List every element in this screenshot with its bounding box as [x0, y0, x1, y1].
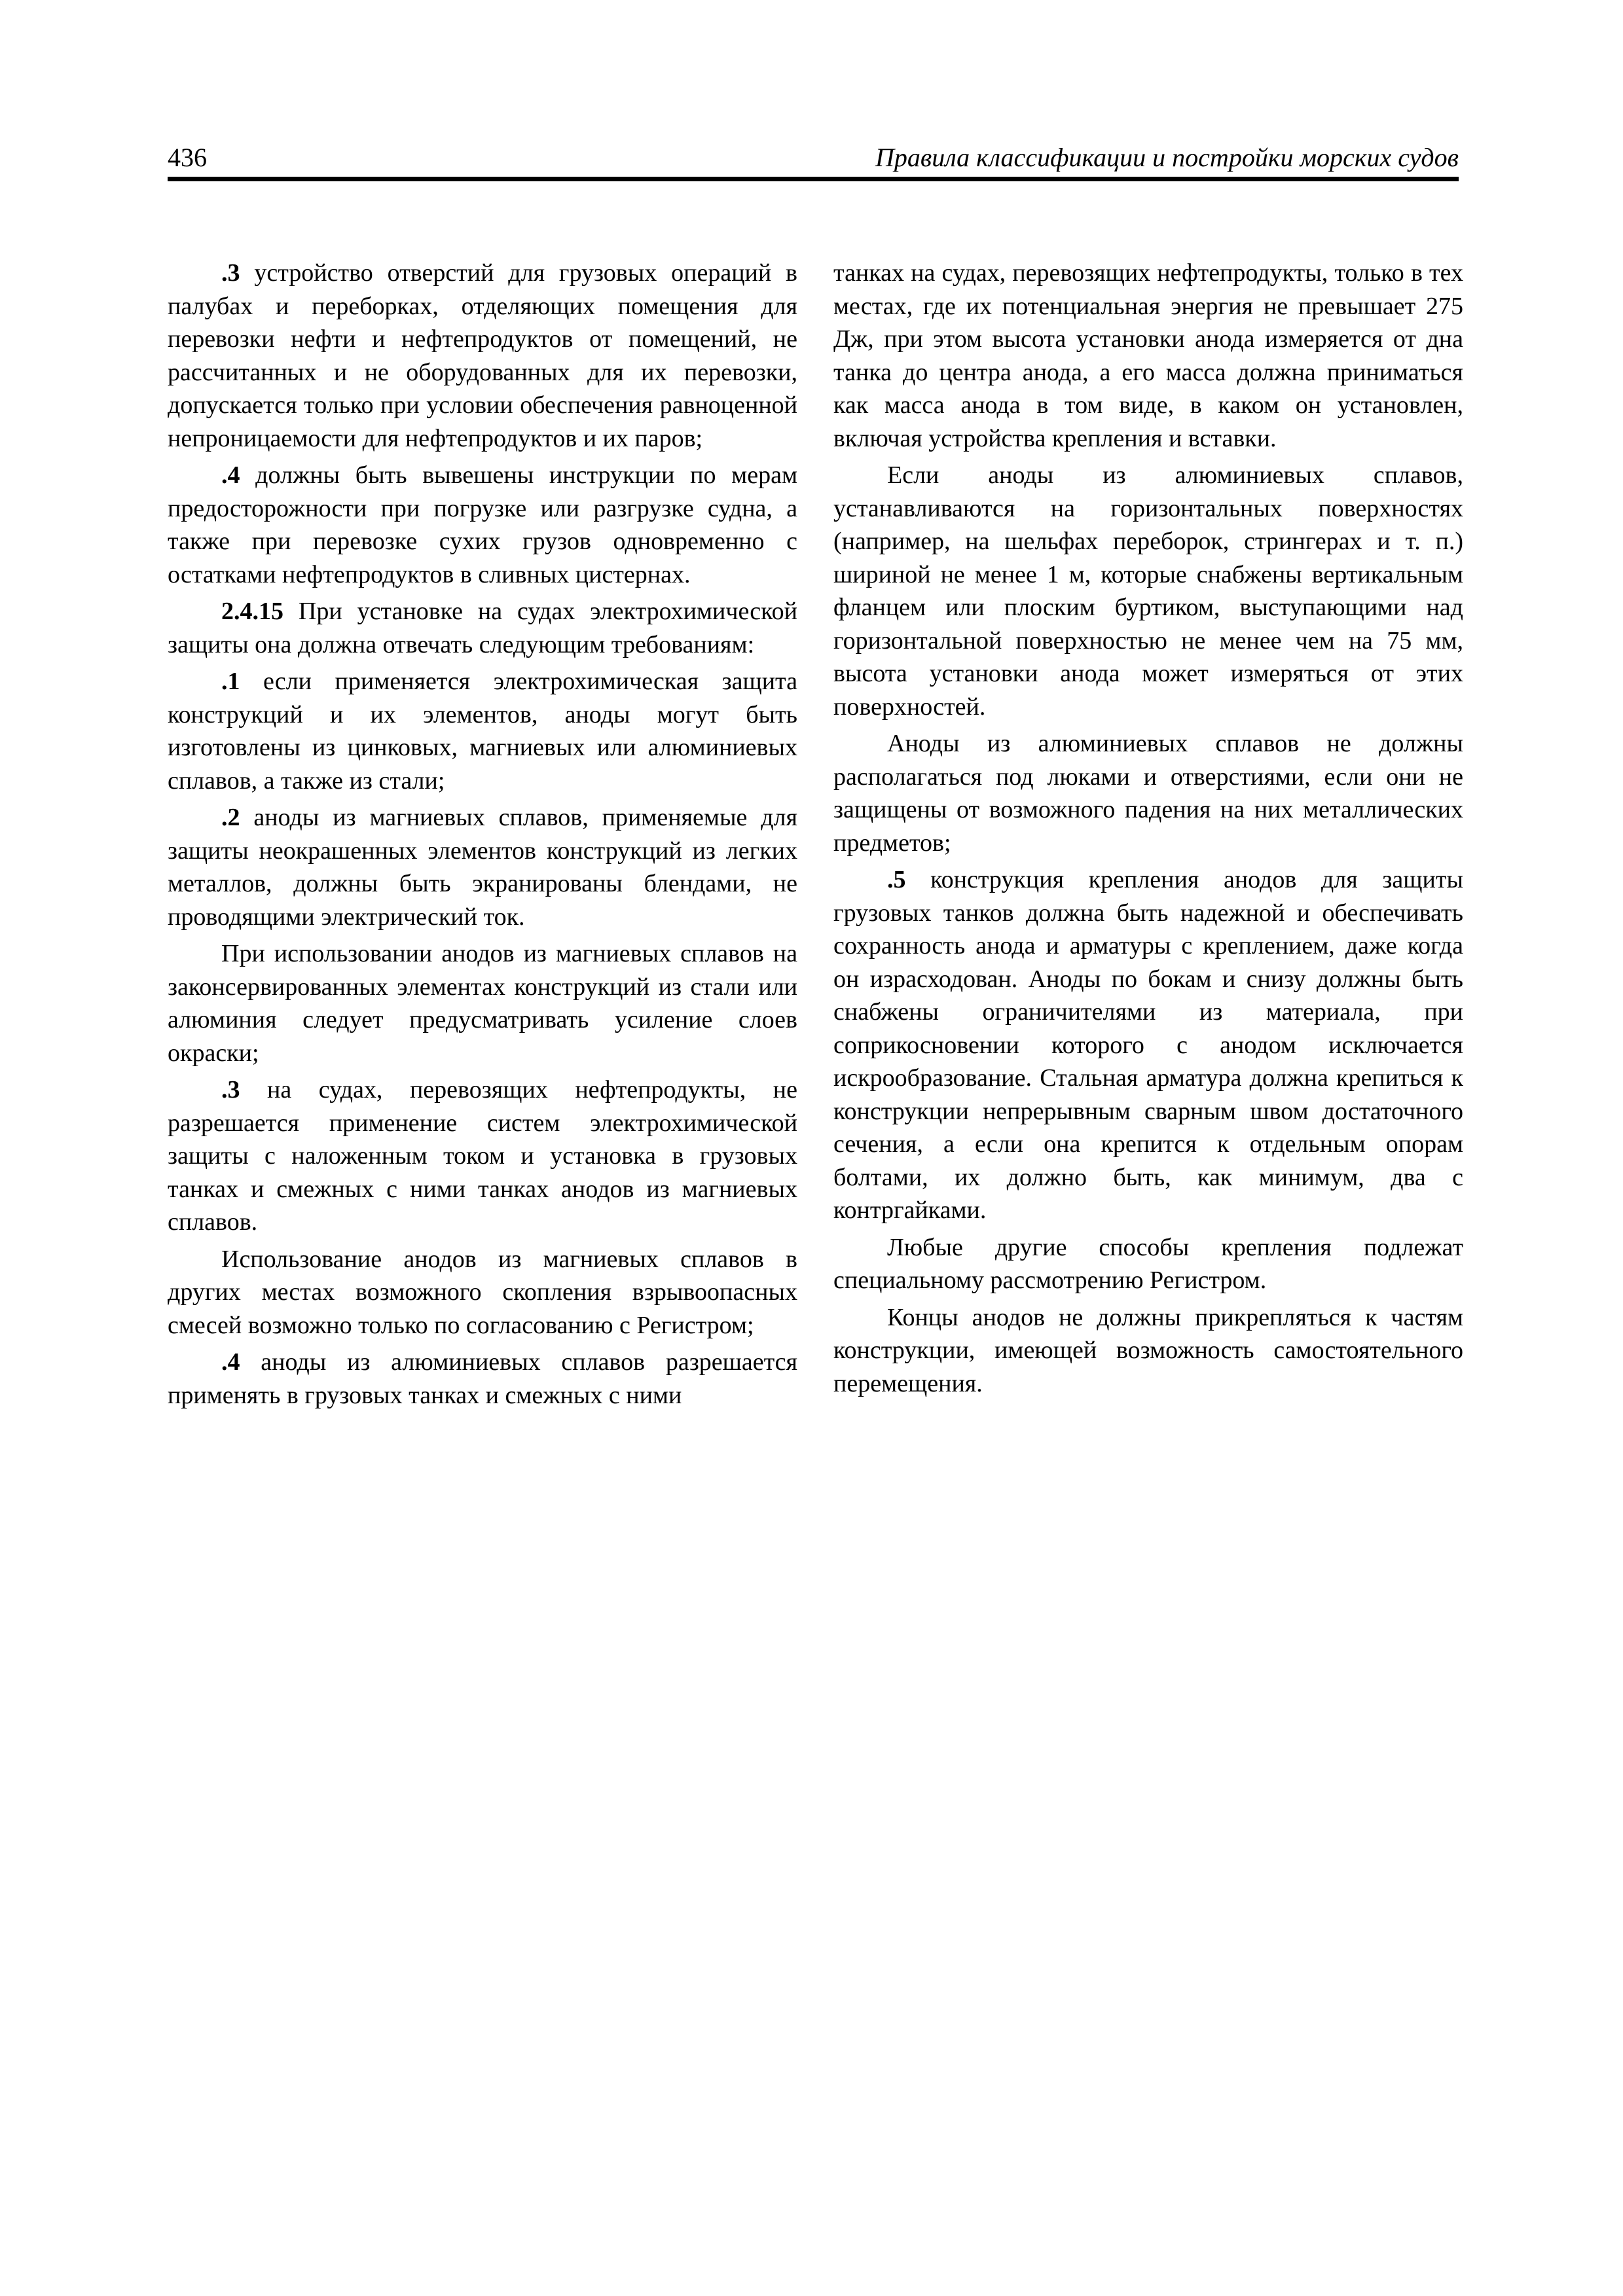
clause-number: 2.4.15: [221, 598, 283, 625]
paragraph-text: на судах, перевозящих нефтепродукты, не разрешается применение систем электрохимической защиты с наложенным током и установка в грузовых танках и смежных с ними танках анодов из магниевых сплавов.: [168, 1076, 797, 1236]
paragraph: [833, 1231, 1463, 1297]
clause-number: .5: [887, 866, 906, 893]
paragraph-text: Аноды из алюминиевых сплавов не должны располагаться под люками и отверстиями, если они не защищены от возможного падения на них металлических предметов;: [833, 730, 1463, 857]
paragraph: [168, 595, 797, 661]
paragraph-text: конструкция крепления анодов для защиты грузовых танков должна быть надежной и обеспечивать сохранность анода и арматуры с креплением, даже когда он израсходован. Аноды по бокам и снизу должны быть снабжены ограничителями из материала, при соприкосновении которого с анодом исключается искрообразование. Стальная арматура должна крепиться к конструкции непрерывным сварным швом достаточного сечения, а если она крепится к отдельным опорам болтами, их должно быть, как минимум, два с контргайками.: [833, 866, 1463, 1224]
clause-number: .3: [221, 259, 240, 287]
running-header: [168, 143, 1459, 177]
paragraph-text: должны быть вывешены инструкции по мерам предосторожности при погрузке или разгрузке судна, а также при перевозке сухих грузов одновременно с остатками нефтепродуктов в сливных цистернах.: [168, 461, 797, 588]
paragraph-text: аноды из алюминиевых сплавов разрешается применять в грузовых танках и смежных с ними: [168, 1348, 797, 1409]
clause-number: .1: [221, 668, 240, 695]
page-number: 436: [168, 143, 207, 172]
paragraph: [833, 727, 1463, 859]
paragraph: [833, 257, 1463, 455]
clause-number: .4: [221, 1348, 240, 1376]
paragraph: [168, 459, 797, 591]
paragraph-text: Концы анодов не должны прикрепляться к частям конструкции, имеющей возможность самостоятельного перемещения.: [833, 1303, 1463, 1397]
paragraph-text: При установке на судах электрохимической защиты она должна отвечать следующим требованиям:: [168, 598, 797, 658]
paragraph-text: Любые другие способы крепления подлежат специальному рассмотрению Регистром.: [833, 1233, 1463, 1294]
clause-number: .2: [221, 804, 240, 831]
paragraph-text: Если аноды из алюминиевых сплавов, устанавливаются на горизонтальных поверхностях (например, на шельфах переборок, стрингерах и т. п.) шириной не менее 1 м, которые снабжены вертикальным фланцем или плоским буртиком, выступающими над горизонтальной поверхностью не менее чем на 75 мм, высота установки анода может измеряться от этих поверхностей.: [833, 461, 1463, 721]
paragraph: [833, 1301, 1463, 1401]
right-column: [833, 257, 1463, 1404]
paragraph: [168, 665, 797, 797]
running-title: Правила классификации и постройки морских судов: [875, 143, 1459, 172]
paragraph: [168, 257, 797, 455]
paragraph-text: танках на судах, перевозящих нефтепродукты, только в тех местах, где их потенциальная энергия не превышает 275 Дж, при этом высота установки анода измеряется от дна танка до центра анода, а его масса должна приниматься как масса анода в том виде, в каком он установлен, включая устройства крепления и вставки.: [833, 259, 1463, 452]
paragraph: [168, 801, 797, 933]
paragraph: [833, 863, 1463, 1227]
paragraph-text: При использовании анодов из магниевых сплавов на законсервированных элементах конструкций из стали или алюминия следует предусматривать усиление слоев окраски;: [168, 940, 797, 1067]
paragraph: [168, 1346, 797, 1412]
paragraph: [168, 1243, 797, 1342]
paragraph-text: Использование анодов из магниевых сплавов в других местах возможного скопления взрывоопасных смесей возможно только по согласованию с Регистром;: [168, 1245, 797, 1339]
clause-number: .3: [221, 1076, 240, 1103]
paragraph: [833, 459, 1463, 723]
paragraph-text: устройство отверстий для грузовых операций в палубах и переборках, отделяющих помещения для перевозки нефти и нефтепродуктов от помещений, не рассчитанных и не оборудованных для их перевозки, допускается только при условии обеспечения равноценной непроницаемости для нефтепродуктов и их паров;: [168, 259, 797, 452]
left-column: [168, 257, 797, 1416]
header-rule: [168, 177, 1459, 181]
clause-number: .4: [221, 461, 240, 489]
paragraph: [168, 937, 797, 1069]
paragraph-text: если применяется электрохимическая защита конструкций и их элементов, аноды могут быть изготовлены из цинковых, магниевых или алюминиевых сплавов, а также из стали;: [168, 668, 797, 795]
paragraph-text: аноды из магниевых сплавов, применяемые для защиты неокрашенных элементов конструкций из легких металлов, должны быть экранированы блендами, не проводящими электрический ток.: [168, 804, 797, 931]
paragraph: [168, 1073, 797, 1239]
